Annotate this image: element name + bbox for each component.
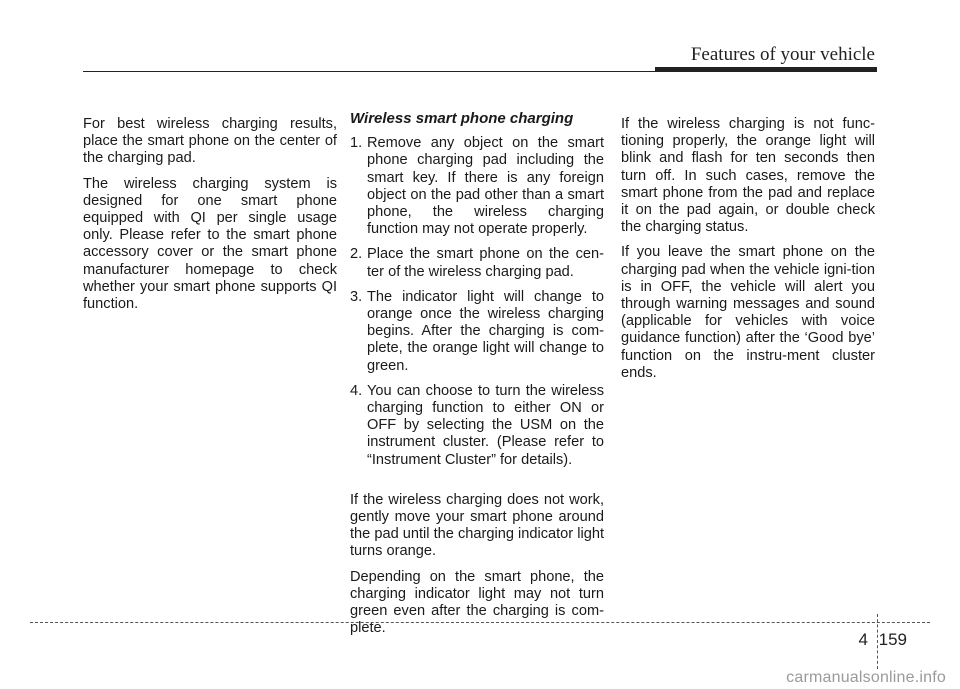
chapter-number: 4 xyxy=(858,630,868,649)
paragraph: If you leave the smart phone on the charging pad when the vehicle igni-tion is in OFF, the vehicle will alert you through warning messages and sound (applicable for vehicles with voice guidance function) after the ‘Good bye’ function on the instru-ment cluster ends. xyxy=(621,244,875,381)
step-number: 2. xyxy=(350,246,363,263)
watermark: carmanualsonline.info xyxy=(786,669,946,686)
list-item xyxy=(350,289,604,375)
paragraph: If the wireless charging does not work, gently move your smart phone around the pad until the charging indicator light turns orange. xyxy=(350,491,604,560)
step-number: 1. xyxy=(350,135,363,152)
step-text: The indicator light will change to orange once the wireless charging begins. After the charging is com-plete, the orange light will change to green. xyxy=(367,288,604,374)
steps-list xyxy=(350,135,604,469)
header-rule-accent xyxy=(655,67,877,72)
paragraph: If the wireless charging is not func-tioning properly, the orange light will blink and flash for ten seconds then turn off. In such cases, remove the smart phone from the pad and replace it on the pad again, or double check the charging status. xyxy=(621,116,875,236)
paragraph: Depending on the smart phone, the charging indicator light may not turn green even after the charging is com-plete. xyxy=(350,568,604,637)
list-item xyxy=(350,135,604,238)
list-item xyxy=(350,383,604,469)
step-number: 3. xyxy=(350,288,363,305)
subsection-heading: Wireless smart phone charging xyxy=(350,110,574,127)
step-text: Place the smart phone on the cen-ter of the wireless charging pad. xyxy=(367,246,604,280)
page-number: 159 xyxy=(878,630,907,649)
step-text: You can choose to turn the wireless charging function to either ON or OFF by selecting the USM on the instrument cluster. (Please refer to “Instrument Cluster” for details). xyxy=(367,382,604,468)
step-number: 4. xyxy=(350,382,363,399)
paragraph: The wireless charging system is designed for one smart phone equipped with QI per single usage only. Please refer to the smart phone accessory cover or the smart phone manufacturer homepage to check whether your smart phone supports QI function. xyxy=(83,175,337,313)
step-text: Remove any object on the smart phone charging pad including the smart key. If there is any foreign object on the pad other than a smart phone, the wireless charging function may not operate properly. xyxy=(367,135,604,238)
column-left xyxy=(83,116,337,321)
column-middle xyxy=(350,110,604,645)
paragraph: For best wireless charging results, place the smart phone on the center of the charging pad. xyxy=(83,116,337,167)
column-right xyxy=(621,116,875,390)
section-title: Features of your vehicle xyxy=(690,44,875,65)
footer-rule xyxy=(30,622,930,623)
list-item xyxy=(350,246,604,280)
